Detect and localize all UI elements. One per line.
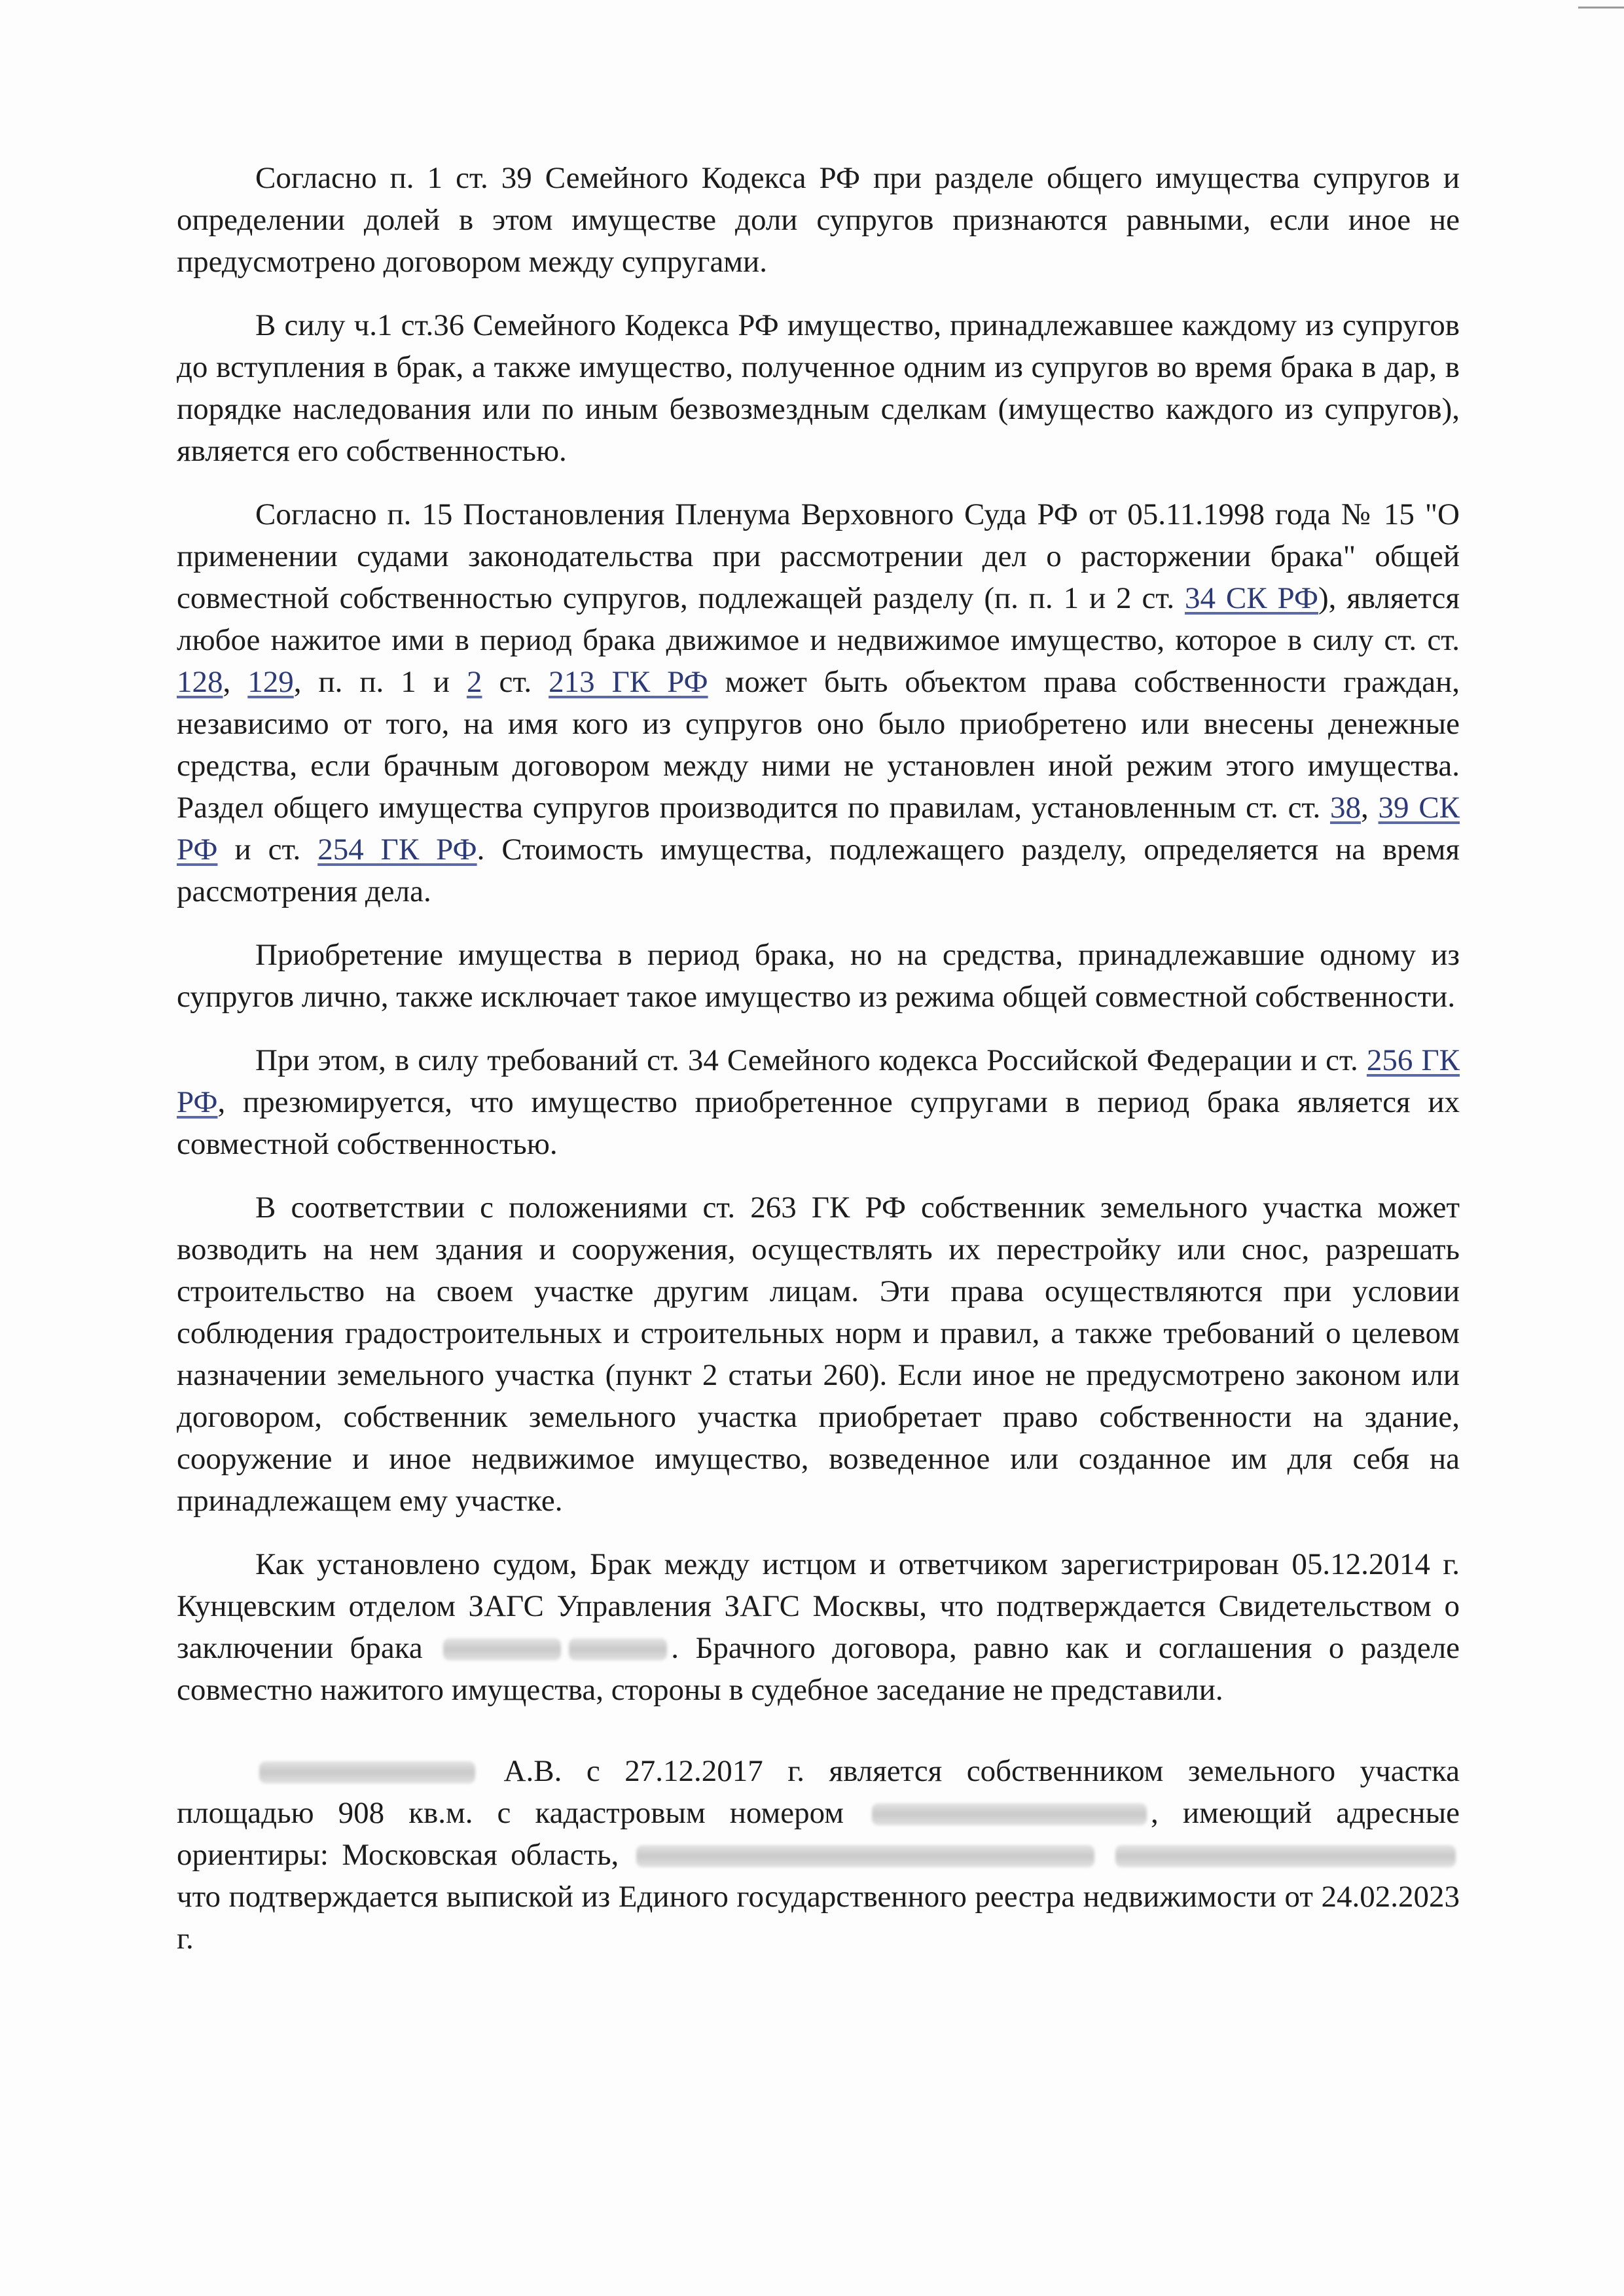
paragraph-3-text: и ст. [217, 833, 318, 867]
paragraph-5-text: При этом, в силу требований ст. 34 Семейного кодекса Российской Федерации и ст. [255, 1043, 1367, 1077]
redacted-cadastral-number [872, 1803, 1147, 1825]
paragraph-8-text: , имеющий адресные ориентиры: Московская область, [177, 1796, 1460, 1872]
paragraph-3-text: , [1360, 791, 1379, 825]
law-link-2[interactable]: 2 [466, 665, 482, 699]
paragraph-1 [177, 157, 1460, 283]
law-link-213-gk-rf[interactable]: 213 ГК РФ [549, 665, 708, 699]
law-link-254-gk-rf[interactable]: 254 ГК РФ [317, 833, 477, 867]
paragraph-5-text: , презюмируется, что имущество приобретенное супругами в период брака является их совместной собственностью. [177, 1085, 1460, 1161]
law-link-34-sk-rf[interactable]: 34 СК РФ [1184, 581, 1318, 615]
paragraph-4-text: Приобретение имущества в период брака, но на средства, принадлежавшие одному из супругов лично, также исключает такое имущество из режима общей совместной собственности. [177, 938, 1460, 1014]
document-body [177, 157, 1460, 1981]
law-link-38[interactable]: 38 [1329, 791, 1361, 825]
law-link-129[interactable]: 129 [247, 665, 294, 699]
paragraph-3-text: Согласно п. 15 Постановления Пленума Верховного Суда РФ от 05.11.1998 года № 15 "О применении судами законодательства при рассмотрении дел о расторжении брака" общей совместной собственностью супругов, подлежащей разделу (п. п. 1 и 2 ст. [177, 497, 1460, 615]
paragraph-3-text: ст. [482, 665, 549, 699]
law-link-128[interactable]: 128 [177, 665, 223, 699]
redacted-address-line-1 [636, 1845, 1094, 1867]
redacted-address-line-2 [1115, 1845, 1456, 1867]
scan-edge-mark [1578, 7, 1624, 9]
paragraph-6-text: В соответствии с положениями ст. 263 ГК РФ собственник земельного участка может возводить на нем здания и сооружения, осуществлять их перестройку или снос, разрешать строительство на своем участке другим лицам. Эти права осуществляются при условии соблюдения градостроительных и строительных норм и правил, а также требований о целевом назначении земельного участка (пункт 2 статьи 260). Если иное не предусмотрено законом или договором, собственник земельного участка приобретает право собственности на здание, сооружение и иное недвижимое имущество, возведенное или созданное им для себя на принадлежащем ему участке. [177, 1191, 1460, 1518]
redacted-certificate-number [569, 1638, 667, 1660]
paragraph-3 [177, 493, 1460, 912]
paragraph-5 [177, 1039, 1460, 1165]
paragraph-3-text: , [223, 665, 248, 699]
redacted-owner-name [259, 1761, 475, 1784]
paragraph-2 [177, 304, 1460, 472]
paragraph-8-text: А.В. с 27.12.2017 г. является собственником земельного участка площадью 908 кв.м. с кадастровым номером [177, 1754, 1460, 1830]
paragraph-3-text: ), является любое нажитое ими в период брака движимое и недвижимое имущество, которое в силу ст. ст. [177, 581, 1460, 657]
paragraph-3-text: . Стоимость имущества, подлежащего разделу, определяется на время рассмотрения дела. [177, 833, 1460, 908]
paragraph-3-text: , п. п. 1 и [293, 665, 467, 699]
paragraph-7 [177, 1543, 1460, 1711]
law-link-256-gk-rf[interactable]: 256 ГК РФ [177, 1043, 1460, 1119]
paragraph-8-text: что подтверждается выпиской из Единого государственного реестра недвижимости от 24.02.2023 г. [177, 1880, 1460, 1956]
paragraph-8 [177, 1750, 1460, 1960]
paragraph-7-text: Как установлено судом, Брак между истцом и ответчиком зарегистрирован 05.12.2014 г. Кунцевским отделом ЗАГС Управления ЗАГС Москвы, что подтверждается Свидетельством о заключении брака [177, 1547, 1460, 1665]
paragraph-2-text: В силу ч.1 ст.36 Семейного Кодекса РФ имущество, принадлежавшее каждому из супругов до вступления в брак, а также имущество, полученное одним из супругов во время брака в дар, в порядке наследования или по иным безвозмездным сделкам (имущество каждого из супругов), является его собственностью. [177, 308, 1460, 468]
paragraph-7-text: . Брачного договора, равно как и соглашения о разделе совместно нажитого имущества, стороны в судебное заседание не представили. [177, 1631, 1460, 1707]
paragraph-3-text: может быть объектом права собственности граждан, независимо от того, на имя кого из супругов оно было приобретено или внесены денежные средства, если брачным договором между ними не установлен иной режим этого имущества. Раздел общего имущества супругов производится по правилам, установленным ст. ст. [177, 665, 1460, 825]
paragraph-1-text: Согласно п. 1 ст. 39 Семейного Кодекса РФ при разделе общего имущества супругов и определении долей в этом имуществе доли супругов признаются равными, если иное не предусмотрено договором между супругами. [177, 161, 1460, 279]
redacted-certificate-series [443, 1638, 561, 1660]
law-link-39-sk-rf[interactable]: 39 СК РФ [177, 791, 1460, 867]
paragraph-4 [177, 934, 1460, 1018]
paragraph-6 [177, 1187, 1460, 1522]
